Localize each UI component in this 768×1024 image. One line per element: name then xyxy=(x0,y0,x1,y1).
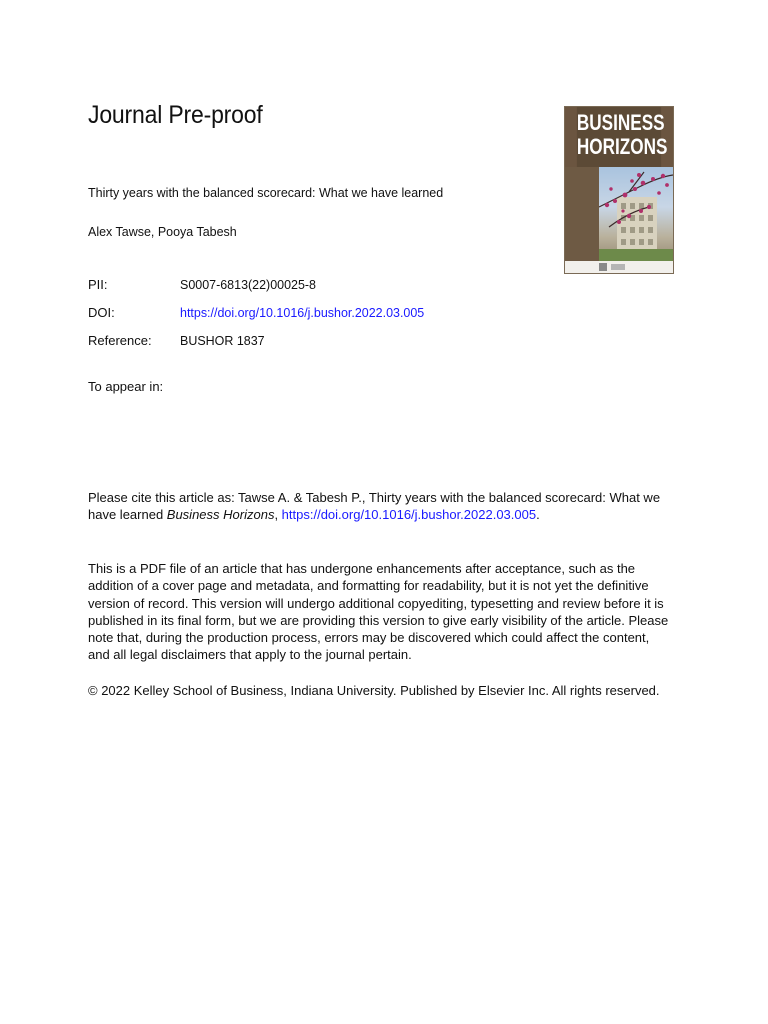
publisher-mark-icon xyxy=(611,264,625,270)
copyright-paragraph xyxy=(88,682,673,699)
citation-suffix: . xyxy=(536,507,540,523)
cover-panel xyxy=(565,167,599,273)
article-authors: Alex Tawse, Pooya Tabesh xyxy=(88,224,237,239)
notice-text: This is a PDF file of an article that has undergone enhancements after acceptance, such as the addition of a cover page and metadata, and formatting for readability, but it is not yet the definitive version of record. This version will undergo additional copyediting, typesetting and review before it is published in its final form, but we are providing this version to give early visibility of the article. Please note that, during the production process, errors may be discovered which could affect the content, and all legal disclaimers that apply to the journal pertain. xyxy=(88,561,669,663)
article-title: Thirty years with the balanced scorecard: What we have learned xyxy=(88,185,444,200)
cover-title-line1: BUSINESS xyxy=(576,110,665,135)
citation-paragraph xyxy=(88,489,673,524)
pii-label: PII: xyxy=(88,277,108,292)
cover-photo-art xyxy=(599,167,673,267)
copyright-text: © 2022 Kelley School of Business, Indiana University. Published by Elsevier Inc. All rights reserved. xyxy=(88,683,660,698)
pii-value: S0007-6813(22)00025-8 xyxy=(180,277,317,292)
cover-footer xyxy=(565,261,673,273)
page-title: Journal Pre-proof xyxy=(88,101,263,129)
citation-journal: Business Horizons xyxy=(166,507,275,523)
doi-label: DOI: xyxy=(88,305,115,320)
reference-value: BUSHOR 1837 xyxy=(180,333,265,348)
cover-title-line2: HORIZONS xyxy=(576,134,668,159)
notice-paragraph xyxy=(88,560,673,664)
cover-title xyxy=(576,107,668,167)
citation-separator: , xyxy=(274,507,282,523)
journal-cover-image xyxy=(564,106,674,274)
to-appear-in-label: To appear in: xyxy=(88,379,164,394)
citation-doi-link[interactable]: https://doi.org/10.1016/j.bushor.2022.03.005 xyxy=(281,507,537,523)
doi-link[interactable]: https://doi.org/10.1016/j.bushor.2022.03.005 xyxy=(180,305,425,320)
reference-label: Reference: xyxy=(88,333,152,348)
citation-text: Please cite this article as: Tawse A. & Tabesh P., Thirty years with the balanced scorecard: What we have learned xyxy=(88,490,661,523)
elsevier-logo-icon xyxy=(599,263,607,271)
cover-photo xyxy=(599,167,673,267)
